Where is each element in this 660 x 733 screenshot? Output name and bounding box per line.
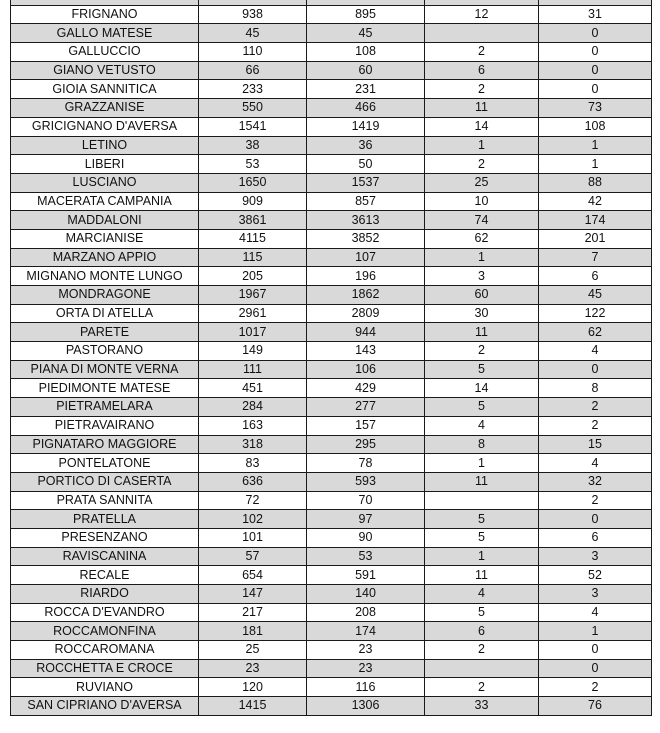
value-cell-col1[interactable]: 25 [199,641,307,660]
value-cell-col2[interactable]: 429 [307,379,425,398]
table-row [11,173,652,192]
value-cell-col1[interactable]: 66 [199,61,307,80]
value-cell-col2[interactable]: 70 [307,491,425,510]
value-cell-col2[interactable]: 36 [307,136,425,155]
value-cell-col3[interactable]: 5 [425,360,539,379]
value-cell-col4[interactable]: 174 [539,211,652,230]
value-cell-col3[interactable]: 3 [425,267,539,286]
value-cell-col3[interactable]: 1 [425,136,539,155]
value-cell-col2[interactable]: 231 [307,80,425,99]
table-row [11,211,652,230]
value-cell-col4[interactable]: 73 [539,99,652,118]
value-cell-col3[interactable]: 62 [425,229,539,248]
table-row [11,491,652,510]
value-cell-col4[interactable]: 15 [539,435,652,454]
value-cell-col3[interactable] [425,24,539,43]
municipality-cell[interactable]: GALLUCCIO [11,43,199,62]
value-cell-col2[interactable]: 1537 [307,173,425,192]
value-cell-col4[interactable]: 42 [539,192,652,211]
municipality-cell[interactable]: ROCCAMONFINA [11,622,199,641]
municipality-cell[interactable]: MONDRAGONE [11,286,199,305]
value-cell-col3[interactable]: 5 [425,528,539,547]
value-cell-col2[interactable]: 45 [307,24,425,43]
value-cell-col1[interactable]: 23 [199,659,307,678]
value-cell-col4[interactable]: 8 [539,379,652,398]
value-cell-col1[interactable]: 636 [199,472,307,491]
table-row [11,510,652,529]
value-cell-col2[interactable]: 944 [307,323,425,342]
value-cell-col1[interactable]: 4115 [199,229,307,248]
value-cell-col3[interactable]: 60 [425,286,539,305]
value-cell-col2[interactable]: 196 [307,267,425,286]
value-cell-col3[interactable]: 1 [425,248,539,267]
municipality-cell[interactable]: FRIGNANO [11,5,199,24]
value-cell-col4[interactable]: 3 [539,547,652,566]
municipality-cell[interactable]: GRAZZANISE [11,99,199,118]
municipality-cell[interactable]: PIETRAVAIRANO [11,416,199,435]
municipality-cell[interactable]: PIEDIMONTE MATESE [11,379,199,398]
value-cell-col3[interactable]: 5 [425,603,539,622]
value-cell-col3[interactable]: 1 [425,547,539,566]
table-row [11,622,652,641]
value-cell-col1[interactable]: 53 [199,155,307,174]
municipality-cell[interactable]: LETINO [11,136,199,155]
value-cell-col1[interactable]: 3861 [199,211,307,230]
table-row [11,697,652,716]
value-cell-col2[interactable]: 1306 [307,697,425,716]
value-cell-col1[interactable]: 205 [199,267,307,286]
value-cell-col3[interactable]: 6 [425,622,539,641]
value-cell-col2[interactable]: 466 [307,99,425,118]
value-cell-col3[interactable]: 5 [425,398,539,417]
value-cell-col2[interactable]: 116 [307,678,425,697]
table-row [11,248,652,267]
value-cell-col2[interactable]: 1862 [307,286,425,305]
value-cell-col3[interactable]: 11 [425,99,539,118]
municipality-cell[interactable]: PRESENZANO [11,528,199,547]
value-cell-col4[interactable]: 0 [539,61,652,80]
value-cell-col3[interactable]: 10 [425,192,539,211]
municipality-cell[interactable]: MADDALONI [11,211,199,230]
value-cell-col4[interactable]: 0 [539,360,652,379]
value-cell-col3[interactable] [425,659,539,678]
value-cell-col3[interactable]: 5 [425,510,539,529]
municipality-cell[interactable]: PIANA DI MONTE VERNA [11,360,199,379]
value-cell-col1[interactable]: 115 [199,248,307,267]
value-cell-col2[interactable]: 857 [307,192,425,211]
value-cell-col3[interactable]: 33 [425,697,539,716]
municipality-cell[interactable]: GIANO VETUSTO [11,61,199,80]
value-cell-col2[interactable]: 108 [307,43,425,62]
value-cell-col2[interactable]: 106 [307,360,425,379]
value-cell-col3[interactable]: 2 [425,342,539,361]
value-cell-col4[interactable]: 6 [539,528,652,547]
value-cell-col1[interactable]: 111 [199,360,307,379]
value-cell-col2[interactable]: 3613 [307,211,425,230]
table-row [11,603,652,622]
table-row [11,286,652,305]
value-cell-col1[interactable]: 451 [199,379,307,398]
municipality-cell[interactable]: LUSCIANO [11,173,199,192]
value-cell-col3[interactable]: 74 [425,211,539,230]
value-cell-col3[interactable] [425,491,539,510]
value-cell-col4[interactable]: 0 [539,510,652,529]
value-cell-col1[interactable]: 1967 [199,286,307,305]
value-cell-col1[interactable]: 45 [199,24,307,43]
table-row [11,24,652,43]
value-cell-col1[interactable]: 163 [199,416,307,435]
value-cell-col1[interactable]: 318 [199,435,307,454]
value-cell-col2[interactable]: 157 [307,416,425,435]
value-cell-col4[interactable]: 2 [539,398,652,417]
municipality-cell[interactable]: MACERATA CAMPANIA [11,192,199,211]
table-row [11,304,652,323]
table-row [11,267,652,286]
value-cell-col4[interactable]: 88 [539,173,652,192]
value-cell-col1[interactable]: 149 [199,342,307,361]
value-cell-col1[interactable]: 2961 [199,304,307,323]
municipality-cell[interactable]: GALLO MATESE [11,24,199,43]
value-cell-col4[interactable]: 0 [539,641,652,660]
municipality-cell[interactable]: ORTA DI ATELLA [11,304,199,323]
value-cell-col4[interactable]: 0 [539,659,652,678]
table-row [11,641,652,660]
table-row [11,472,652,491]
table-row [11,416,652,435]
value-cell-col3[interactable]: 4 [425,585,539,604]
value-cell-col4[interactable]: 2 [539,678,652,697]
municipality-cell[interactable]: MIGNANO MONTE LUNGO [11,267,199,286]
value-cell-col1[interactable]: 102 [199,510,307,529]
municipality-cell[interactable]: LIBERI [11,155,199,174]
municipality-cell[interactable]: ROCCA D'EVANDRO [11,603,199,622]
municipality-cell[interactable]: PIETRAMELARA [11,398,199,417]
value-cell-col4[interactable]: 4 [539,454,652,473]
municipality-cell[interactable]: GRICIGNANO D'AVERSA [11,117,199,136]
municipality-cell[interactable]: ROCCAROMANA [11,641,199,660]
table-row [11,528,652,547]
table-row [11,547,652,566]
value-cell-col2[interactable]: 60 [307,61,425,80]
table-row [11,585,652,604]
value-cell-col1[interactable]: 147 [199,585,307,604]
value-cell-col1[interactable]: 101 [199,528,307,547]
value-cell-col3[interactable]: 2 [425,641,539,660]
value-cell-col1[interactable]: 120 [199,678,307,697]
value-cell-col4[interactable]: 1 [539,155,652,174]
municipality-cell[interactable]: RAVISCANINA [11,547,199,566]
value-cell-col3[interactable]: 1 [425,454,539,473]
value-cell-col2[interactable]: 591 [307,566,425,585]
value-cell-col2[interactable]: 2809 [307,304,425,323]
table-row [11,659,652,678]
municipality-cell[interactable]: ROCCHETTA E CROCE [11,659,199,678]
value-cell-col3[interactable]: 14 [425,379,539,398]
value-cell-col4[interactable]: 0 [539,24,652,43]
value-cell-col1[interactable]: 1415 [199,697,307,716]
value-cell-col2[interactable]: 90 [307,528,425,547]
value-cell-col1[interactable]: 1017 [199,323,307,342]
value-cell-col4[interactable]: 122 [539,304,652,323]
value-cell-col2[interactable]: 143 [307,342,425,361]
value-cell-col1[interactable]: 1650 [199,173,307,192]
municipality-cell[interactable]: PRATELLA [11,510,199,529]
value-cell-col3[interactable]: 14 [425,117,539,136]
municipality-cell[interactable]: PASTORANO [11,342,199,361]
value-cell-col4[interactable]: 3 [539,585,652,604]
value-cell-col1[interactable]: 38 [199,136,307,155]
value-cell-col2[interactable]: 174 [307,622,425,641]
value-cell-col2[interactable]: 140 [307,585,425,604]
table-body [11,0,652,715]
value-cell-col4[interactable]: 52 [539,566,652,585]
table-row [11,379,652,398]
value-cell-col2[interactable]: 50 [307,155,425,174]
value-cell-col1[interactable]: 654 [199,566,307,585]
value-cell-col1[interactable]: 83 [199,454,307,473]
value-cell-col4[interactable]: 6 [539,267,652,286]
value-cell-col2[interactable]: 277 [307,398,425,417]
table-row [11,99,652,118]
table-row [11,136,652,155]
table-row [11,192,652,211]
value-cell-col1[interactable]: 181 [199,622,307,641]
value-cell-col1[interactable]: 72 [199,491,307,510]
value-cell-col2[interactable]: 895 [307,5,425,24]
municipality-cell[interactable]: PRATA SANNITA [11,491,199,510]
value-cell-col4[interactable]: 7 [539,248,652,267]
value-cell-col2[interactable]: 97 [307,510,425,529]
value-cell-col3[interactable]: 2 [425,155,539,174]
value-cell-col2[interactable]: 53 [307,547,425,566]
municipality-cell[interactable]: MARCIANISE [11,229,199,248]
table-row [11,323,652,342]
value-cell-col3[interactable]: 11 [425,472,539,491]
value-cell-col2[interactable]: 208 [307,603,425,622]
value-cell-col4[interactable]: 45 [539,286,652,305]
value-cell-col3[interactable]: 2 [425,43,539,62]
value-cell-col4[interactable]: 4 [539,603,652,622]
data-table [10,0,652,716]
table-row [11,61,652,80]
value-cell-col4[interactable]: 4 [539,342,652,361]
value-cell-col4[interactable]: 0 [539,43,652,62]
value-cell-col2[interactable]: 3852 [307,229,425,248]
value-cell-col4[interactable]: 76 [539,697,652,716]
municipality-cell[interactable]: PARETE [11,323,199,342]
value-cell-col4[interactable]: 62 [539,323,652,342]
value-cell-col4[interactable]: 0 [539,80,652,99]
table-row [11,80,652,99]
table-row [11,229,652,248]
value-cell-col1[interactable]: 110 [199,43,307,62]
value-cell-col3[interactable]: 4 [425,416,539,435]
table-row [11,43,652,62]
value-cell-col3[interactable]: 8 [425,435,539,454]
value-cell-col2[interactable]: 295 [307,435,425,454]
table-row [11,454,652,473]
value-cell-col2[interactable]: 107 [307,248,425,267]
value-cell-col1[interactable]: 217 [199,603,307,622]
value-cell-col1[interactable]: 1541 [199,117,307,136]
table-row [11,5,652,24]
value-cell-col2[interactable]: 23 [307,659,425,678]
municipality-cell[interactable]: PIGNATARO MAGGIORE [11,435,199,454]
value-cell-col2[interactable]: 23 [307,641,425,660]
value-cell-col1[interactable]: 550 [199,99,307,118]
value-cell-col4[interactable]: 2 [539,491,652,510]
value-cell-col4[interactable]: 1 [539,136,652,155]
municipality-cell[interactable]: RUVIANO [11,678,199,697]
value-cell-col4[interactable]: 32 [539,472,652,491]
table-row [11,566,652,585]
municipality-cell[interactable]: RECALE [11,566,199,585]
table-row [11,117,652,136]
value-cell-col2[interactable]: 593 [307,472,425,491]
value-cell-col1[interactable]: 909 [199,192,307,211]
value-cell-col4[interactable]: 2 [539,416,652,435]
municipality-cell[interactable]: SAN CIPRIANO D'AVERSA [11,697,199,716]
value-cell-col4[interactable]: 108 [539,117,652,136]
value-cell-col4[interactable]: 201 [539,229,652,248]
value-cell-col1[interactable]: 938 [199,5,307,24]
table-row [11,678,652,697]
value-cell-col4[interactable]: 31 [539,5,652,24]
value-cell-col3[interactable]: 25 [425,173,539,192]
municipality-cell[interactable]: RIARDO [11,585,199,604]
municipality-cell[interactable]: PONTELATONE [11,454,199,473]
value-cell-col1[interactable]: 284 [199,398,307,417]
table-row [11,342,652,361]
value-cell-col3[interactable]: 11 [425,323,539,342]
municipality-cell[interactable]: PORTICO DI CASERTA [11,472,199,491]
value-cell-col3[interactable]: 30 [425,304,539,323]
value-cell-col3[interactable]: 6 [425,61,539,80]
value-cell-col3[interactable]: 11 [425,566,539,585]
value-cell-col3[interactable]: 2 [425,678,539,697]
value-cell-col2[interactable]: 1419 [307,117,425,136]
table-row [11,435,652,454]
value-cell-col1[interactable]: 233 [199,80,307,99]
value-cell-col1[interactable]: 57 [199,547,307,566]
value-cell-col3[interactable]: 12 [425,5,539,24]
value-cell-col2[interactable]: 78 [307,454,425,473]
value-cell-col3[interactable]: 2 [425,80,539,99]
table-row [11,155,652,174]
table-row [11,360,652,379]
value-cell-col4[interactable]: 1 [539,622,652,641]
table-row [11,398,652,417]
municipality-cell[interactable]: GIOIA SANNITICA [11,80,199,99]
municipality-cell[interactable]: MARZANO APPIO [11,248,199,267]
spreadsheet-sheet [10,0,651,716]
